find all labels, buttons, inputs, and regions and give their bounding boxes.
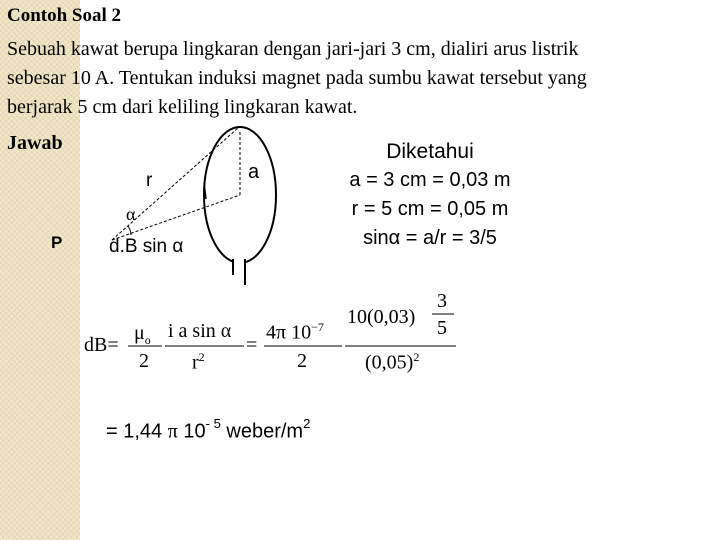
fraction3-denominator: 2 [297,350,307,372]
label-r: r [146,170,153,191]
inner-fraction-numerator: 3 [437,290,447,312]
inner-fraction-denominator: 5 [437,317,447,339]
fraction1-numerator [134,322,151,348]
result-unit-exponent: 2 [303,416,311,431]
mu-symbol: μ [134,322,145,344]
angle-arc [128,226,131,235]
fraction1-denominator: 2 [139,350,149,372]
result-base: 10 [183,420,206,443]
loop-gap [232,258,246,266]
fraction3-exponent: −7 [311,320,324,334]
given-line: a = 3 cm = 0,03 m [349,169,511,191]
equation-lhs: dB= [84,334,119,356]
mu-subscript: o [144,333,151,347]
problem-line: berjarak 5 cm dari keliling lingkaran kawat. [7,96,358,118]
label-a: a [248,161,260,183]
fraction4-denominator [365,350,419,375]
final-result [106,418,310,444]
r-symbol: r [192,351,199,374]
label-db-sin-alpha: d.B sin α [109,236,184,257]
problem-title: Contoh Soal 2 [7,5,122,26]
equals-sign: = [246,334,258,356]
r-exponent: 2 [198,350,205,364]
problem-line: Sebuah kawat berupa lingkaran dengan jari-jari 3 cm, dialiri arus listrik [7,38,579,60]
fraction3-numerator [266,320,324,345]
fraction4-numerator: 10(0,03) [347,306,416,328]
label-p: P [51,233,63,252]
result-unit: weber/m [226,420,304,443]
fraction4-den-exponent: 2 [413,350,420,364]
result-prefix: = 1,44 [106,420,163,443]
result-pi: π [167,420,178,443]
given-block [330,137,530,253]
given-line: sinα = a/r = 3/5 [363,227,497,249]
answer-label: Jawab [7,132,63,154]
given-line: r = 5 cm = 0,05 m [351,198,509,220]
fraction3-base: 4π 10 [266,321,312,344]
fraction2-denominator [192,350,205,375]
problem-line: sebesar 10 A. Tentukan induksi magnet pada sumbu kawat tersebut yang [7,67,587,89]
result-exponent: - 5 [205,416,221,431]
fraction2-numerator: i a sin α [168,320,232,342]
fraction4-den-base: (0,05) [365,351,414,374]
given-heading: Diketahui [386,140,474,163]
label-alpha: α [126,204,136,224]
